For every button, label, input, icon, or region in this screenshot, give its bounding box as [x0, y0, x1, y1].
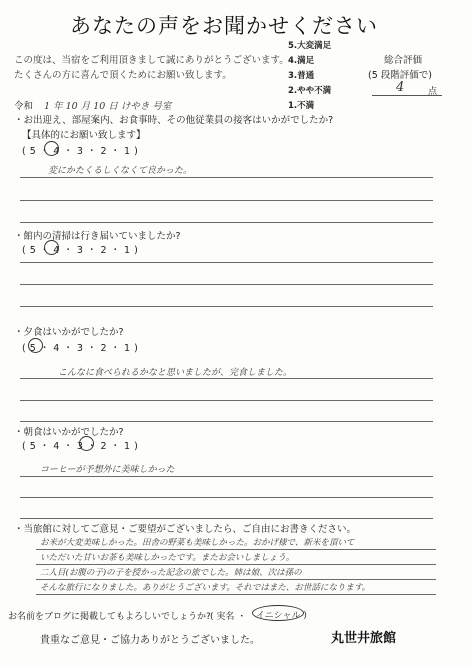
question-breakfast: ・朝食はいかがでしたか? — [14, 427, 124, 438]
comment-line-1: お米が大変美味しかった。田舎の野菜も美味しかった。おかげ様で、新米を頂いて — [40, 538, 355, 548]
initial-option: イニシャル ) — [256, 611, 307, 621]
rating-service: ( 5 ・ 4 ・ 3 ・ 2 ・ 1 ) — [22, 146, 139, 157]
detail-label: 【具体的にお願い致します】 — [22, 130, 146, 141]
question-service: ・お出迎え、部屋案内、お食事時、その他従業員の接客はいかがでしたか? — [14, 115, 334, 126]
answer-line — [20, 262, 433, 263]
thanks-text: 貴重なご意見・ご協力ありがとうございました。 — [40, 635, 260, 646]
rating-cleaning: ( 5 ・ 4 ・ 3 ・ 2 ・ 1 ) — [22, 245, 139, 256]
answer-line — [20, 400, 433, 401]
selected-initial-circle — [252, 605, 304, 621]
scale-4: 4.満足 — [288, 56, 315, 66]
comment-rule — [36, 594, 436, 595]
selected-rating-breakfast — [79, 436, 94, 451]
overall-unit: 点 — [428, 87, 438, 97]
selected-rating-cleaning — [44, 240, 59, 255]
form-title: あなたの声をお聞かせください — [70, 14, 378, 38]
scale-2: 2.やや不満 — [288, 86, 332, 96]
inn-name: 丸世井旅館 — [331, 631, 397, 646]
intro-line-2: たくさんの方に喜んで頂くためにお願い致します。 — [14, 70, 232, 81]
comment-line-3: 二人目(お腹の子)の子を授かった記念の旅でした。姉は娘、次は孫の — [40, 568, 302, 578]
scale-1: 1.不満 — [288, 101, 315, 111]
overall-sub: (5 段階評価で) — [368, 70, 432, 81]
answer-line — [20, 177, 433, 178]
date-row — [14, 98, 171, 112]
scale-5: 5.大変満足 — [288, 41, 332, 51]
comment-line-4: そんな旅行になりました。ありがとうございます。それではまた、お世話になります。 — [40, 583, 371, 593]
selected-rating-dinner — [28, 338, 43, 353]
question-cleaning: ・館内の清掃は行き届いていましたか? — [14, 231, 181, 242]
comments-prompt: ・当旅館に対してご意見・ご要望がございましたら、ご自由にお書きください。 — [14, 524, 357, 535]
answer-dinner: こんなに食べられるかなと思いましたが、完食しました。 — [58, 368, 293, 378]
answer-line — [20, 200, 433, 201]
score-underline — [372, 95, 442, 96]
answer-breakfast: コーヒーが予想外に美味しかった — [40, 465, 175, 475]
answer-line — [20, 497, 433, 498]
comment-rule — [36, 564, 436, 565]
rating-dinner: ( 5 ・ 4 ・ 3 ・ 2 ・ 1 ) — [22, 343, 139, 354]
answer-line — [20, 476, 433, 477]
realname-option: ( 実名 ・ — [210, 612, 247, 622]
answer-line — [20, 378, 433, 379]
comment-line-2: いただいた甘いお茶も美味しかったです。またお会いしましょう。 — [40, 553, 295, 563]
answer-line — [20, 284, 433, 285]
comment-rule — [36, 549, 436, 550]
date-handwritten: 1 年 10 月 10 日 けやき 号室 — [44, 101, 172, 112]
date-prefix: 令和 — [14, 101, 34, 112]
selected-rating-service — [44, 141, 59, 156]
question-dinner: ・夕食はいかがでしたか? — [14, 327, 124, 338]
comment-rule — [36, 579, 436, 580]
answer-line — [20, 518, 433, 519]
blog-question: お名前をブログに掲載してもよろしいでしょうか? — [8, 612, 211, 622]
rating-breakfast: ( 5 ・ 4 ・ 3 ・ 2 ・ 1 ) — [22, 441, 139, 452]
overall-label: 総合評価 — [384, 55, 423, 66]
answer-line — [20, 222, 433, 223]
answer-service: 変にかたくるしくなくて良かった。 — [48, 166, 193, 176]
intro-line-1: この度は、当宿をご利用頂きまして誠にありがとうございます。 — [14, 55, 289, 66]
answer-line — [20, 421, 433, 422]
scale-3: 3.普通 — [288, 71, 315, 81]
overall-score: 4 — [396, 80, 405, 95]
answer-line — [20, 306, 433, 307]
